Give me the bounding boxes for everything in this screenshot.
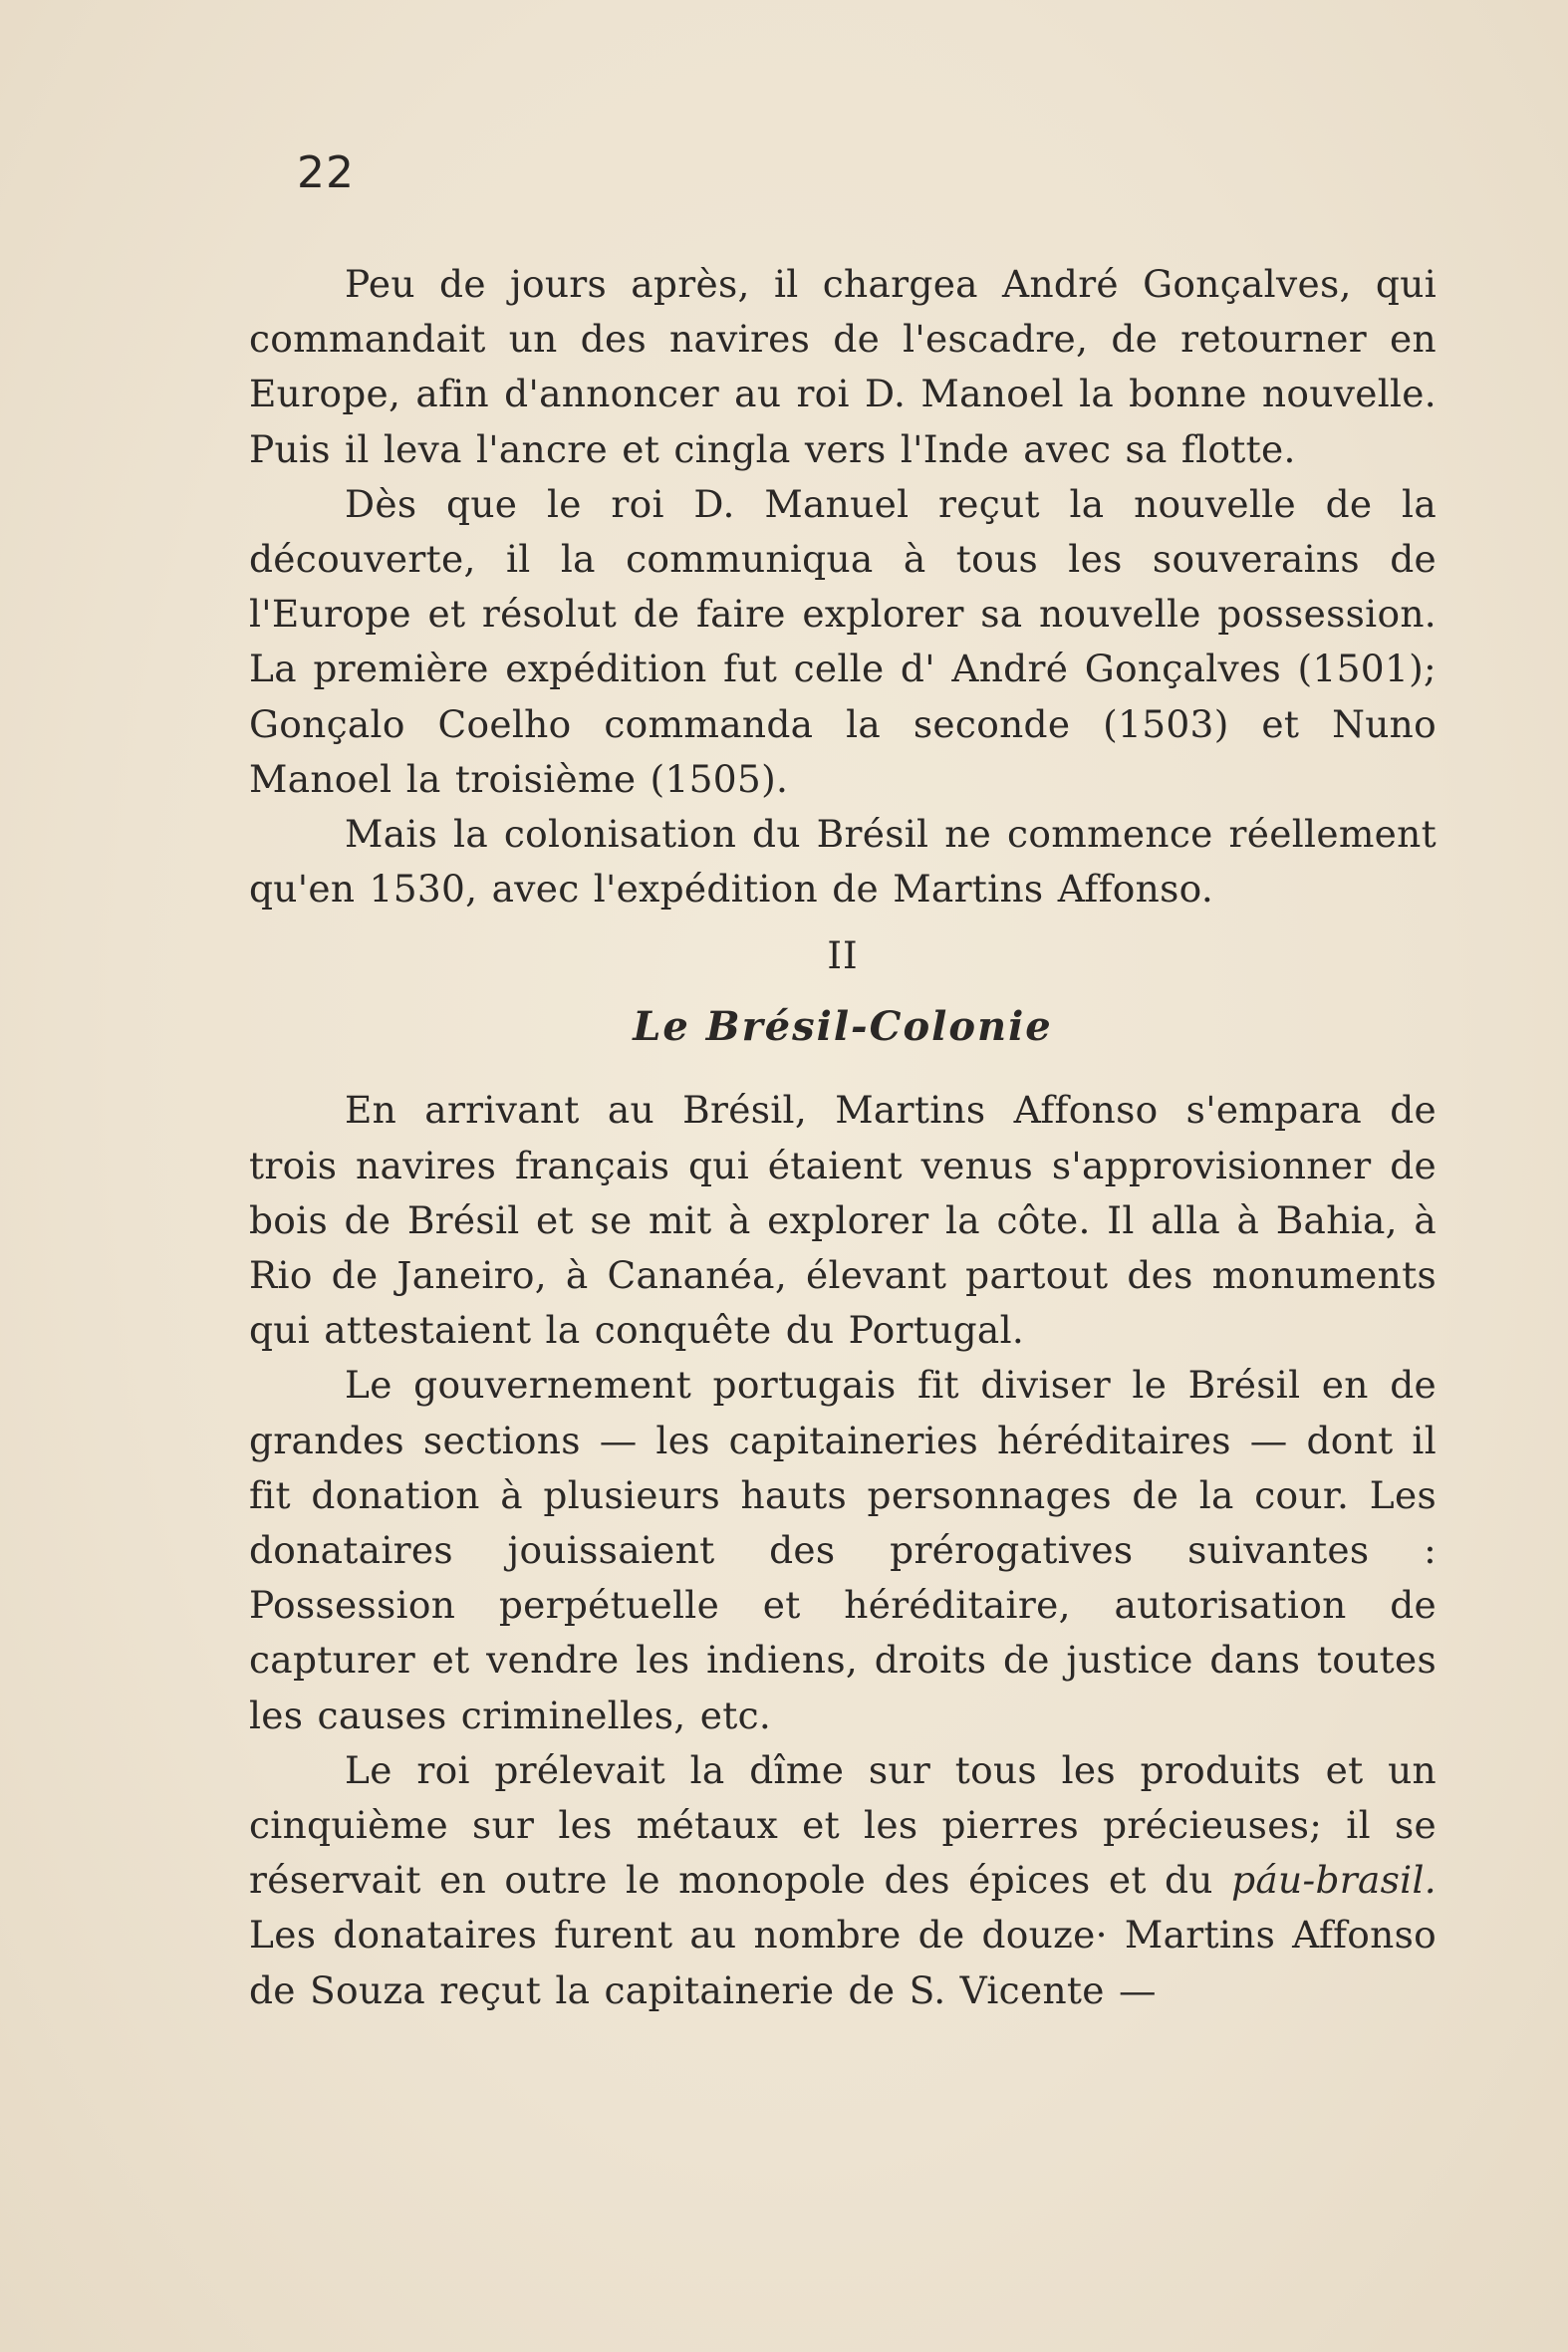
paragraph: Le gouvernement portugais fit diviser le Brésil en de grandes sections — les capitaineries héréditaires — dont il fit donation à plusieurs hauts personnages de la cour. Les donataires jouissaient des prérogatives suivantes : Possession perpétuelle et héréditaire, autorisation de capturer et vendre les indiens, droits de justice dans toutes les causes criminelles, etc. [249,1363,1437,1737]
page-number: 22 [297,147,355,198]
paragraph: Mais la colonisation du Brésil ne commence réellement qu'en 1530, avec l'expédition de Martins Affonso. [249,812,1437,912]
section-title: Le Brésil-Colonie [633,1003,1053,1051]
paragraph-text: Les donataires furent au nombre de douze· Martins Affonso de Souza reçut la capitainerie de S. Vicente — [249,1913,1437,2012]
section-number: II [827,934,859,978]
body-text [249,257,1437,2018]
paragraph: Dès que le roi D. Manuel reçut la nouvelle de la découverte, il la communiqua à tous les souverains de l'Europe et résolut de faire explorer sa nouvelle possession. La première expédition fut celle d' André Gonçalves (1501); Gonçalo Coelho commanda la seconde (1503) et Nuno Manoel la troisième (1505). [249,481,1437,801]
italic-term: páu-brasil. [1231,1858,1437,1903]
paragraph-text: Le roi prélevait la dîme sur tous les produits et un cinquième sur les métaux et les pierres précieuses; il se réservait en outre le monopole des épices et du [249,1747,1437,1903]
paragraph: Peu de jours après, il chargea André Gonçalves, qui commandait un des navires de l'escadre, de retourner en Europe, afin d'annoncer au roi D. Manoel la bonne nouvelle. Puis il leva l'ancre et cingla vers l'Inde avec sa flotte. [249,262,1437,471]
paragraph: En arrivant au Brésil, Martins Affonso s'empara de trois navires français qui étaient venus s'approvisionner de bois de Brésil et se mit à explorer la côte. Il alla à Bahia, à Rio de Janeiro, à Cananéa, élevant partout des monuments qui attestaient la conquête du Portugal. [249,1088,1437,1353]
paragraph [249,1743,1437,2018]
